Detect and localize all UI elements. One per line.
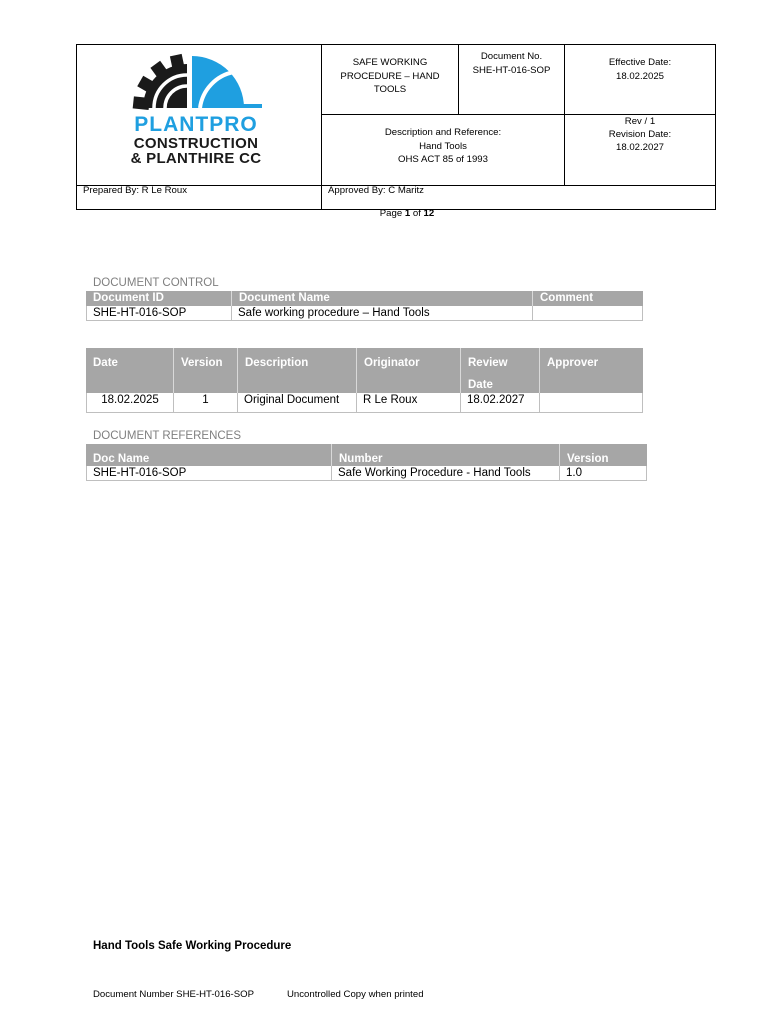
page-indicator (357, 208, 457, 220)
table-header-row (86, 444, 647, 466)
table-cell-review-date: 18.02.2027 (461, 393, 540, 413)
page-word: Page (379, 208, 403, 219)
page-of-word: of (412, 208, 421, 219)
logo-line-construction: CONSTRUCTION (133, 135, 259, 152)
table-header-row (86, 348, 643, 393)
prepared-by-cell (77, 186, 322, 209)
effective-date-cell (565, 45, 715, 115)
table-cell-document-id: SHE-HT-016-SOP (86, 306, 232, 321)
table-cell-description: Original Document (238, 393, 357, 413)
effective-date-label: Effective Date: (608, 57, 672, 68)
document-control-heading: DOCUMENT CONTROL (93, 277, 219, 289)
column-header-comment: Comment (533, 291, 643, 306)
table-cell-originator: R Le Roux (357, 393, 461, 413)
effective-date-value: 18.02.2025 (615, 70, 664, 82)
column-header-approver: Approver (540, 348, 643, 393)
approved-by-cell (322, 186, 715, 209)
table-header-row (86, 291, 643, 306)
column-header-version: Version (174, 348, 238, 393)
document-number-cell (459, 45, 565, 115)
document-number-value: SHE-HT-016-SOP (472, 64, 551, 76)
footer-title: Hand Tools Safe Working Procedure (93, 940, 292, 952)
footer-copy-notice: Uncontrolled Copy when printed (287, 989, 424, 1000)
revision-cell (565, 115, 715, 186)
column-header-version: Version (560, 444, 647, 466)
description-reference-cell (322, 115, 565, 186)
document-references-heading: DOCUMENT REFERENCES (93, 430, 242, 442)
road-half (192, 56, 262, 108)
gear-logo-icon (128, 50, 266, 112)
company-logo-text (77, 115, 315, 166)
table-cell-date: 18.02.2025 (86, 393, 174, 413)
table-cell-version: 1.0 (560, 466, 647, 481)
column-header-date: Date (86, 348, 174, 393)
table-row (86, 393, 643, 413)
description-label: Description and Reference: (384, 127, 502, 138)
table-row (86, 466, 647, 481)
revision-date-label: Revision Date: (608, 129, 672, 140)
table-cell-document-name: Safe working procedure – Hand Tools (232, 306, 533, 321)
column-header-originator: Originator (357, 348, 461, 393)
column-header-number: Number (332, 444, 560, 466)
table-cell-doc-name: SHE-HT-016-SOP (86, 466, 332, 481)
logo-cell (77, 45, 322, 186)
prepared-by: Prepared By: R Le Roux (83, 185, 187, 196)
gear-half (133, 54, 187, 110)
logo-line-brand: PLANTPRO (134, 113, 258, 136)
page-total: 12 (423, 208, 435, 219)
approved-by: Approved By: C Maritz (328, 185, 424, 196)
table-cell-version: 1 (174, 393, 238, 413)
column-header-doc-name: Doc Name (86, 444, 332, 466)
column-header-document-id: Document ID (86, 291, 232, 306)
document-header (76, 44, 716, 210)
revision-number: Rev / 1 (624, 116, 656, 127)
table-cell-approver (540, 393, 643, 413)
document-references-table (86, 444, 647, 481)
document-control-table (86, 291, 643, 321)
page-current: 1 (404, 208, 411, 219)
document-number-label: Document No. (480, 51, 543, 62)
logo-line-planthire: & PLANTHIRE CC (130, 150, 262, 167)
table-cell-comment (533, 306, 643, 321)
revision-history-table (86, 348, 643, 413)
table-row (86, 306, 643, 321)
document-title: SAFE WORKING PROCEDURE – HAND TOOLS (340, 57, 440, 95)
document-title-cell (322, 45, 459, 115)
revision-date-value: 18.02.2027 (615, 142, 664, 153)
column-header-document-name: Document Name (232, 291, 533, 306)
table-cell-number: Safe Working Procedure - Hand Tools (332, 466, 560, 481)
description-reference: OHS ACT 85 of 1993 (398, 154, 488, 165)
description-subject: Hand Tools (419, 140, 467, 152)
column-header-review-date: Review Date (461, 348, 540, 393)
footer-document-number: Document Number SHE-HT-016-SOP (93, 989, 255, 1000)
column-header-description: Description (238, 348, 357, 393)
